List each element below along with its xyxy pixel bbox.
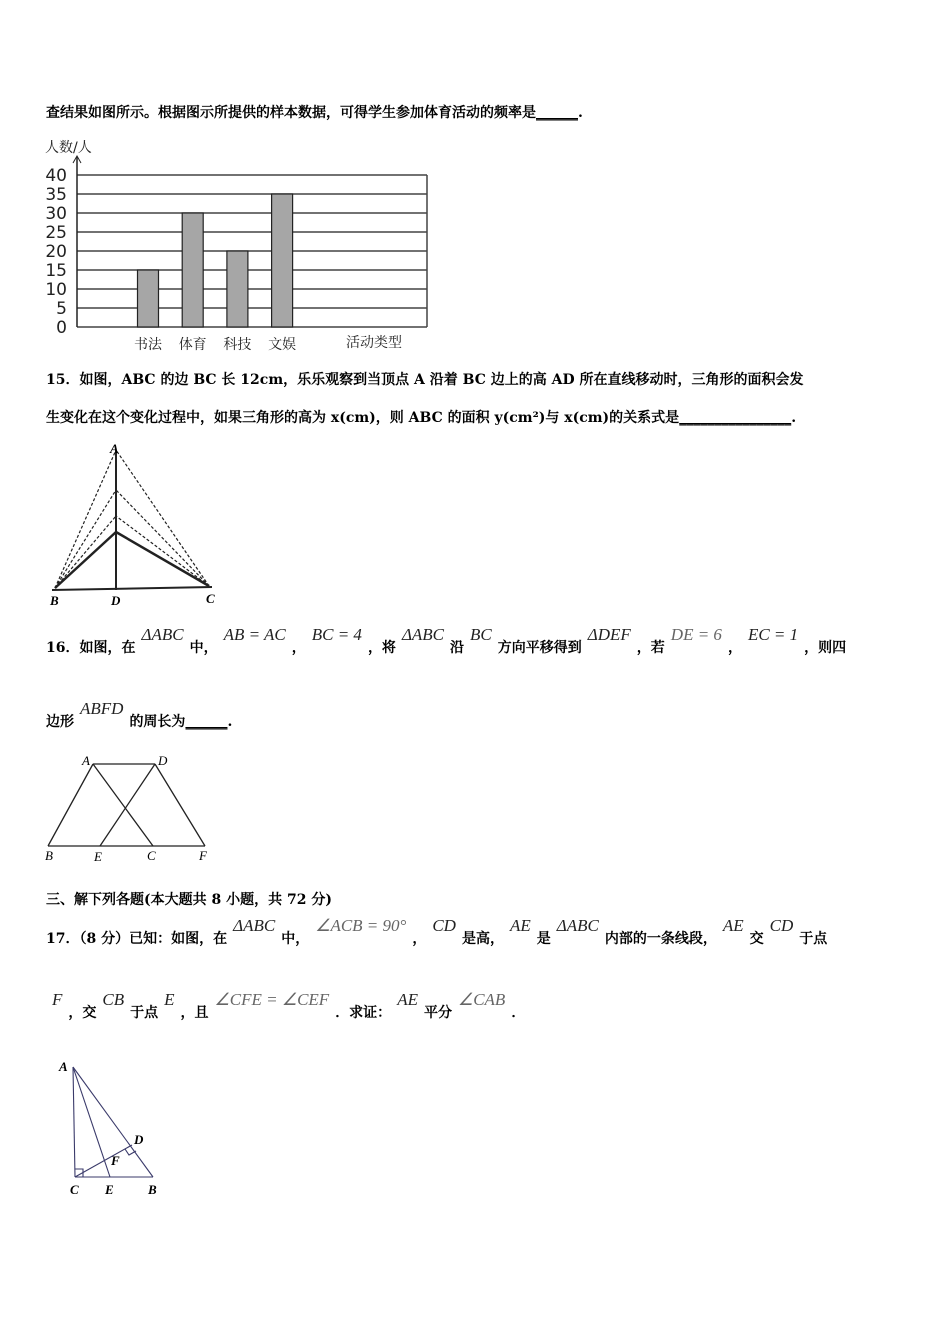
math-expression: CD bbox=[769, 916, 794, 935]
y-tick-label: 10 bbox=[45, 280, 67, 300]
math-expression: F bbox=[52, 990, 63, 1009]
text-segment: ，将 bbox=[367, 640, 396, 656]
bar-科技 bbox=[227, 251, 248, 327]
q15-text-line-1 bbox=[46, 370, 803, 390]
text-segment: 交 bbox=[749, 931, 764, 947]
math-expression: ΔABC bbox=[141, 625, 184, 644]
bar-文娱 bbox=[272, 194, 293, 327]
math-expression: BC bbox=[470, 625, 492, 644]
math-expression: AE bbox=[397, 990, 418, 1009]
bar-chart bbox=[0, 130, 450, 360]
q15-text-line-2 bbox=[46, 408, 796, 428]
math-expression: E bbox=[164, 990, 175, 1009]
text-segment: . bbox=[791, 410, 797, 426]
y-tick-label: 25 bbox=[45, 223, 67, 243]
x-tick-label: 文娱 bbox=[268, 337, 297, 353]
text-segment: ， bbox=[291, 640, 306, 656]
label-A: A bbox=[82, 753, 90, 768]
text-segment: 15．如图，ABC 的边 BC 长 12cm，乐乐观察到当顶点 A 沿着 BC 边上的高 AD 所在直线移动时，三角形的面积会发 bbox=[46, 372, 804, 388]
label-C: C bbox=[70, 1182, 79, 1197]
x-tick-label: 体育 bbox=[178, 337, 207, 353]
text-segment: 于点 bbox=[799, 931, 828, 947]
math-expression: CD bbox=[432, 916, 456, 935]
q17-text-line-2 bbox=[46, 990, 526, 1023]
text-segment: 17．（8 分）已知：如图，在 bbox=[46, 931, 228, 947]
section-3-heading bbox=[46, 890, 332, 910]
bar-体育 bbox=[182, 213, 203, 327]
text-segment: 三、解下列各题(本大题共 8 小题，共 72 分) bbox=[46, 892, 332, 908]
text-segment: 生变化在这个变化过程中，如果三角形的高为 x(cm)，则 ABC 的面积 y(cm²)与 x(cm)的关系式是 bbox=[46, 410, 680, 426]
x-tick-label: 科技 bbox=[223, 337, 252, 353]
label-D: D bbox=[111, 593, 121, 608]
answer-blank: ________________ bbox=[679, 410, 792, 426]
text-segment: ，若 bbox=[636, 640, 665, 656]
y-tick-label: 20 bbox=[45, 242, 67, 262]
text-segment: ．求证： bbox=[335, 1005, 392, 1021]
math-expression: ∠CAB bbox=[457, 990, 506, 1009]
label-C: C bbox=[206, 591, 215, 606]
math-expression: BC = 4 bbox=[311, 625, 362, 644]
y-tick-label: 15 bbox=[45, 261, 67, 281]
text-segment: 中， bbox=[281, 931, 310, 947]
y-tick-label: 35 bbox=[45, 185, 67, 205]
math-expression: ΔABC bbox=[556, 916, 599, 935]
x-axis-label: 活动类型 bbox=[346, 335, 402, 351]
text-segment: ，且 bbox=[180, 1005, 209, 1021]
text-segment: 中， bbox=[189, 640, 218, 656]
label-A: A bbox=[59, 1059, 68, 1074]
y-tick-label: 40 bbox=[45, 166, 67, 186]
q17-right-triangle-figure bbox=[0, 1055, 200, 1205]
y-axis-label: 人数/人 bbox=[45, 140, 92, 156]
label-D: D bbox=[158, 753, 168, 768]
math-expression: ΔABC bbox=[401, 625, 445, 644]
label-B: B bbox=[50, 593, 59, 608]
q17-text-line-1 bbox=[46, 916, 828, 949]
math-expression: ΔDEF bbox=[587, 625, 631, 644]
math-expression: AE bbox=[509, 916, 531, 935]
math-expression: AE bbox=[722, 916, 744, 935]
text-segment: 于点 bbox=[130, 1005, 159, 1021]
text-segment: 边形 bbox=[46, 714, 74, 730]
text-segment: ，则四 bbox=[804, 640, 847, 656]
math-expression: EC = 1 bbox=[747, 625, 799, 644]
text-segment: 平分 bbox=[423, 1005, 452, 1021]
q16-translation-figure bbox=[0, 750, 240, 870]
label-C: C bbox=[147, 848, 156, 863]
text-segment: 内部的一条线段， bbox=[604, 931, 717, 947]
math-expression: ∠ACB = 90° bbox=[315, 916, 407, 935]
label-E: E bbox=[94, 849, 102, 864]
y-tick-label: 0 bbox=[56, 318, 67, 338]
text-segment: 的周长为 bbox=[129, 714, 186, 730]
q16-text-line-2 bbox=[46, 699, 233, 732]
math-expression: AB = AC bbox=[223, 625, 286, 644]
y-tick-label: 30 bbox=[45, 204, 67, 224]
math-expression: DE = 6 bbox=[670, 625, 722, 644]
label-B: B bbox=[148, 1182, 157, 1197]
x-tick-label: 书法 bbox=[134, 337, 162, 353]
q14-text-line-1 bbox=[46, 103, 583, 123]
y-tick-label: 5 bbox=[56, 299, 67, 319]
label-F: F bbox=[111, 1153, 120, 1168]
text-segment: 16．如图，在 bbox=[46, 640, 136, 656]
text-segment: ， bbox=[412, 931, 427, 947]
label-F: F bbox=[199, 848, 207, 863]
label-E: E bbox=[105, 1182, 114, 1197]
text-segment: 是 bbox=[536, 931, 551, 947]
math-expression: ΔABC bbox=[233, 916, 276, 935]
math-expression: ABFD bbox=[80, 699, 124, 718]
label-A: A bbox=[110, 441, 119, 456]
text-segment: ，交 bbox=[68, 1005, 97, 1021]
text-segment: . bbox=[227, 714, 233, 730]
answer-blank: ______ bbox=[185, 714, 228, 730]
text-segment: 沿 bbox=[450, 640, 465, 656]
text-segment: ． bbox=[511, 1005, 526, 1021]
label-B: B bbox=[45, 848, 53, 863]
q16-text-line-1 bbox=[46, 625, 847, 658]
answer-blank: ______ bbox=[536, 105, 578, 121]
text-segment: ， bbox=[727, 640, 742, 656]
text-segment: 查结果如图所示。根据图示所提供的样本数据，可得学生参加体育活动的频率是 bbox=[46, 105, 536, 121]
bar-书法 bbox=[138, 270, 159, 327]
text-segment: 方向平移得到 bbox=[497, 640, 582, 656]
q15-triangle-figure bbox=[0, 435, 240, 615]
text-segment: 是高， bbox=[461, 931, 504, 947]
text-segment: . bbox=[578, 105, 583, 121]
label-D: D bbox=[134, 1132, 144, 1147]
math-expression: ∠CFE = ∠CEF bbox=[214, 990, 330, 1009]
math-expression: CB bbox=[102, 990, 125, 1009]
